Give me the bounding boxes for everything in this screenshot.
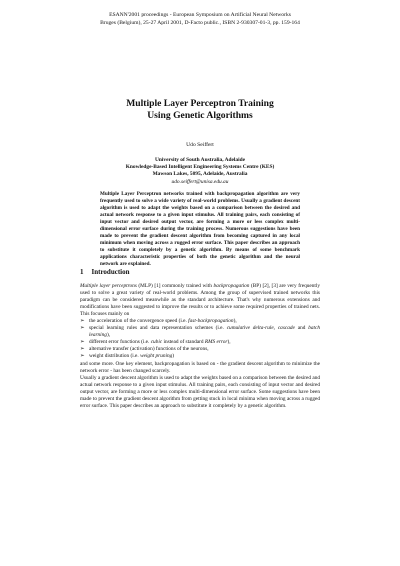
list-item-text: and [294, 325, 309, 332]
introduction-body [80, 283, 320, 410]
term-mlp: Multiple layer perceptrons [80, 283, 137, 289]
list-item-text: special learning rules and data representation schemes (i.e. [89, 325, 227, 332]
intro-text: (BP) [2], [3] are very frequently used to solve a great variety of real-world problems. Among the group of supervised trained networks this paradigm can be considered meanwhile as the standard architecture. That's why numerous extensions and modifications have been suggested to improve the results or to achieve some required properties of trained nets. This focuses mainly on [80, 283, 320, 318]
section-heading [80, 268, 130, 276]
list-item-term: fast-backpropagation [188, 318, 234, 325]
section-title: Introduction [91, 268, 130, 276]
affiliation [0, 157, 400, 186]
list-item-text: ) [172, 353, 175, 360]
arrow-bullet-icon: ➢ [80, 346, 85, 353]
affiliation-line-2: Knowledge-Based Intelligent Engineering Systems Centre (KES) [125, 164, 275, 171]
list-item-text: alternative transfer (activation) functions of the neurons, [89, 346, 209, 353]
arrow-bullet-icon: ➢ [80, 353, 85, 360]
intro-paragraph-1 [80, 283, 320, 318]
list-item [80, 325, 320, 339]
list-item [80, 353, 320, 360]
author-email: udo.seiffert@unisa.edu.au [171, 178, 229, 185]
intro-text: (MLP) [1] commonly trained with [136, 283, 214, 289]
improvement-list [80, 318, 320, 360]
proceedings-header [0, 12, 400, 27]
list-item-text: ), [106, 332, 111, 339]
author-name: Udo Seiffert [186, 142, 214, 148]
intro-paragraph-2: and some more. One key element, backpropagation is based on - the gradient descent algorithm to minimize the network error - has been changed scarcely. [80, 360, 320, 374]
list-item-term: weight pruning [140, 353, 173, 360]
section-number: 1 [80, 268, 84, 276]
header-line-1: ESANN'2001 proceedings - European Symposium on Artificial Neural Networks [109, 12, 291, 18]
list-item-text: different error functions (i.e. [89, 339, 151, 346]
abstract: Multiple Layer Perceptron networks trained with backpropagation algorithm are very frequently used to solve a wide variety of real-world problems. Usually a gradient descent algorithm is used to adapt the weights based on a comparison between the desired and actual network response to a given input stimulus. All training pairs, each consisting of input vector and desired output vector, are forming a more or less complex multi-dimensional error surface during the training process. Numerous suggestions have been made to prevent the gradient descent algorithm from becoming captured in any local minimum when moving across a rugged error surface. This paper describes an approach to substitute it completely by a genetic algorithm. By means of some benchmark applications characteristic properties of both the genetic algorithm and the neural network are explained. [100, 191, 300, 268]
term-backprop: backpropagation [213, 283, 250, 289]
list-item-text: weight distribution (i.e. [89, 353, 141, 360]
title-line-1: Multiple Layer Perceptron Training [126, 98, 274, 109]
affiliation-line-3: Mawson Lakes, 5095, Adelaide, Australia [152, 171, 248, 178]
list-item-text: ), [233, 318, 237, 325]
paper-title [0, 98, 400, 121]
list-item-term: RMS error [204, 339, 228, 346]
affiliation-line-1: University of South Australia, Adelaide [155, 157, 245, 163]
list-item-text: ), [227, 339, 231, 346]
list-item-term: cubic [150, 339, 163, 346]
header-line-2: Bruges (Belgium), 25-27 April 2001, D-Facto public., ISBN 2-930307-01-3, pp. 159-164 [100, 19, 300, 26]
list-item-text: instead of standard [162, 339, 205, 346]
arrow-bullet-icon: ➢ [80, 325, 85, 332]
intro-paragraph-3: Usually a gradient descent algorithm is used to adapt the weights based on a comparison between the desired and actual network response to a given input stimulus. All training pairs, each consisting of input vector and desired output vector, are forming a more or less complex multi-dimensional error surface. Some suggestions have been made to prevent the gradient descent algorithm from getting stuck in local minima when moving across a rugged error surface. This paper describes an approach to substitute it completely by a genetic algorithm. [80, 374, 320, 409]
list-item-text: the acceleration of the convergence speed (i.e. [89, 318, 189, 325]
list-item-term: batch learning [89, 325, 320, 339]
arrow-bullet-icon: ➢ [80, 339, 85, 346]
list-item-term: cumulative delta-rule, cascade [226, 325, 295, 332]
title-line-2: Using Genetic Algorithms [147, 109, 253, 121]
arrow-bullet-icon: ➢ [80, 318, 85, 325]
